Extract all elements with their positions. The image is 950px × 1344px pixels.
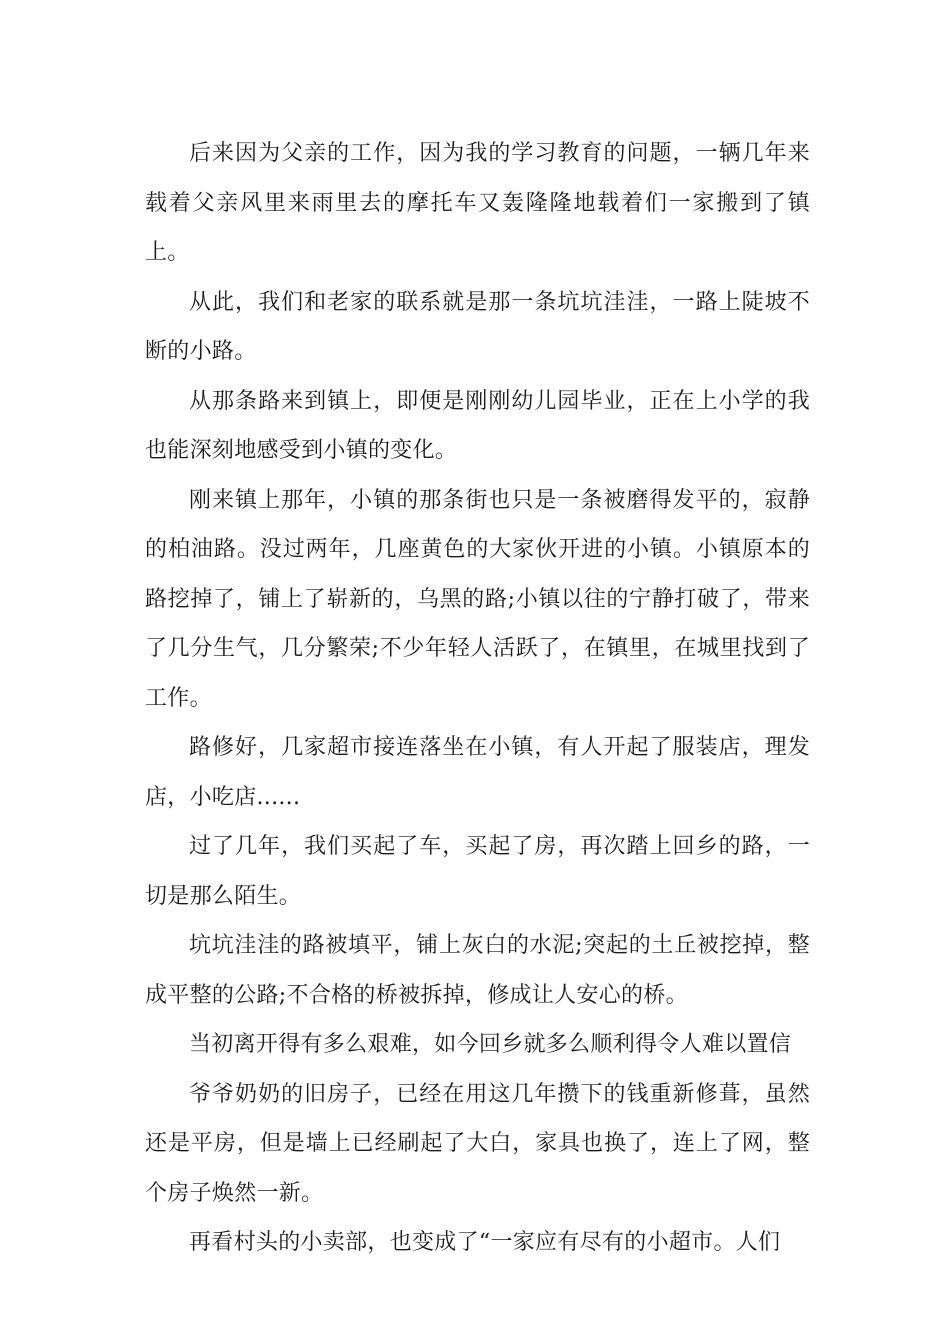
paragraph-7: 坑坑洼洼的路被填平，铺上灰白的水泥;突起的土丘被挖掉，整成平整的公路;不合格的桥被拆掉，修成让人安心的桥。 <box>145 933 810 1008</box>
paragraph-10: 再看村头的小卖部，也变成了“一家应有尽有的小超市。人们 <box>189 1230 781 1255</box>
paragraph-2: 从此，我们和老家的联系就是那一条坑坑洼洼，一路上陡坡不断的小路。 <box>145 289 810 364</box>
paragraph-3: 从那条路来到镇上，即便是刚刚幼儿园毕业，正在上小学的我也能深刻地感受到小镇的变化。 <box>145 388 810 463</box>
paragraph-1: 后来因为父亲的工作，因为我的学习教育的问题，一辆几年来载着父亲风里来雨里去的摩托车又轰隆隆地载着们一家搬到了镇上。 <box>145 141 810 265</box>
paragraph-6: 过了几年，我们买起了车，买起了房，再次踏上回乡的路，一切是那么陌生。 <box>145 834 810 909</box>
document-body <box>145 129 810 1268</box>
paragraph-9: 爷爷奶奶的旧房子，已经在用这几年攒下的钱重新修葺，虽然还是平房，但是墙上已经刷起了大白，家具也换了，连上了网，整个房子焕然一新。 <box>145 1081 810 1206</box>
paragraph-4: 刚来镇上那年，小镇的那条街也只是一条被磨得发平的，寂静的柏油路。没过两年，几座黄色的大家伙开进的小镇。小镇原本的路挖掉了，铺上了崭新的，乌黑的路;小镇以往的宁静打破了，带来了几分生气，几分繁荣;不少年轻人活跃了，在镇里，在城里找到了工作。 <box>145 487 810 711</box>
paragraph-5: 路修好，几家超市接连落坐在小镇，有人开起了服装店，理发店，小吃店...... <box>145 735 810 810</box>
paragraph-8: 当初离开得有多么艰难，如今回乡就多么顺利得令人难以置信 <box>189 1032 792 1057</box>
